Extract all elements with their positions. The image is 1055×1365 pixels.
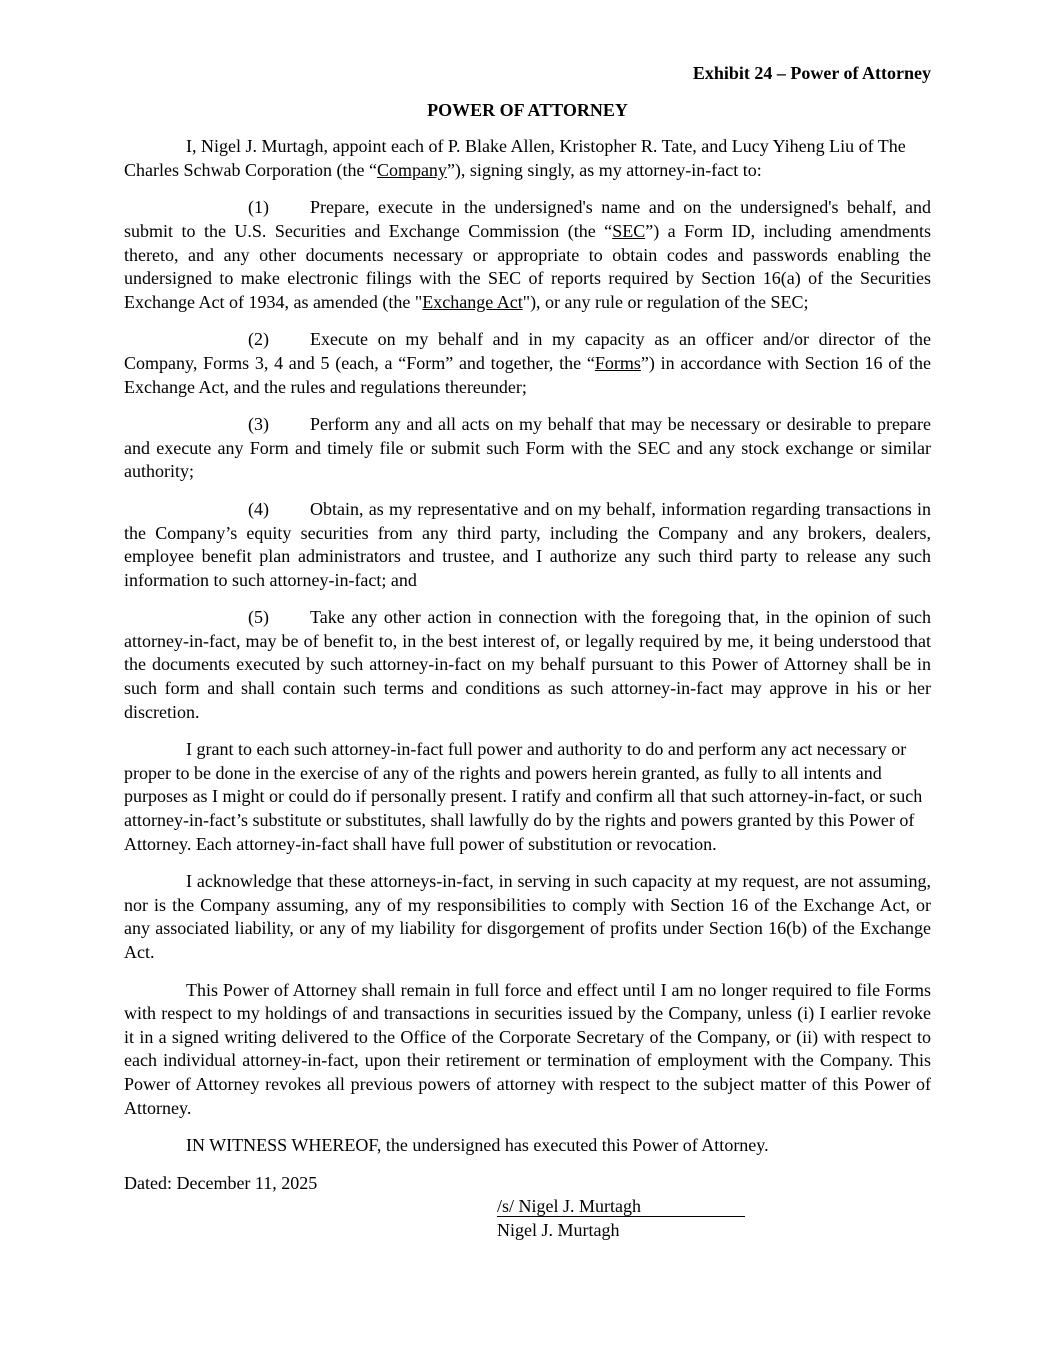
intro-text: I, Nigel J. Murtagh, appoint each of P. Blake Allen, Kristopher R. Tate, and Lucy Yiheng Liu of The Charles Schwab Corporation (the “: [124, 136, 906, 180]
exhibit-label: Exhibit 24 – Power of Attorney: [692, 63, 931, 83]
item-text: Prepare, execute in the undersigned's name and on the undersigned's behalf, and submit to the U.S. Securities and Exchange Commission (the “: [124, 197, 931, 241]
defined-term-forms: Forms: [594, 352, 641, 373]
item-text: "), or any rule or regulation of the SEC;: [522, 291, 809, 312]
item-number: (4): [248, 498, 269, 519]
item-text: ”) in accordance with Section 16 of the Exchange Act, and the rules and regulations thereunder;: [124, 352, 931, 397]
item-5: [124, 606, 931, 724]
item-text: Perform any and all acts on my behalf that may be necessary or desirable to prepare and execute any Form and timely file or submit such Form with the SEC and any stock exchange or similar authority;: [124, 414, 931, 482]
item-2: [124, 328, 931, 399]
signature-block: [497, 1195, 931, 1242]
item-3: [124, 413, 931, 484]
item-number: (5): [248, 607, 269, 628]
item-number: (1): [248, 197, 269, 218]
document-page: [124, 62, 931, 1243]
acknowledge-paragraph: I acknowledge that these attorneys-in-fact, in serving in such capacity at my request, are not assuming, nor is the Company assuming, any of my responsibilities to comply with Section 16 of the Exchange Act, or any associated liability, or any of my liability for disgorgement of profits under Section 16(b) of the Exchange Act.: [124, 871, 931, 962]
item-text: Take any other action in connection with the foregoing that, in the opinion of such attorney-in-fact, may be of benefit to, in the best interest of, or legally required by me, it being understood that the documents executed by such attorney-in-fact on my behalf pursuant to this Power of Attorney shall be in such form and shall contain such terms and conditions as such attorney-in-fact may approve in his or her discretion.: [124, 607, 931, 722]
witness-paragraph: IN WITNESS WHEREOF, the undersigned has executed this Power of Attorney.: [186, 1135, 769, 1156]
intro-paragraph: [124, 135, 931, 182]
item-number: (3): [248, 414, 269, 435]
item-text: Obtain, as my representative and on my behalf, information regarding transactions in the Company’s equity securities from any third party, including the Company and any brokers, dealers, employee benefit plan administrators and trustee, and I authorize any such third party to release any such information to such attorney-in-fact; and: [124, 498, 931, 590]
item-1: [124, 196, 931, 314]
signature-line: /s/ Nigel J. Murtagh: [497, 1197, 745, 1217]
defined-term-company: Company: [376, 159, 447, 180]
term-paragraph: This Power of Attorney shall remain in full force and effect until I am no longer required to file Forms with respect to my holdings of and transactions in securities issued by the Company, unless (i) I earlier revoke it in a signed writing delivered to the Office of the Corporate Secretary of the Company, or (ii) with respect to each individual attorney-in-fact, upon their retirement or termination of employment with the Company. This Power of Attorney revokes all previous powers of attorney with respect to the subject matter of this Power of Attorney.: [124, 979, 931, 1118]
date-line: Dated: December 11, 2025: [124, 1172, 318, 1193]
item-number: (2): [248, 329, 269, 350]
item-4: [124, 498, 931, 592]
item-text: ”) a Form ID, including amendments thereto, and any other documents necessary or appropriate to obtain codes and passwords enabling the undersigned to make electronic filings with the SEC of reports required by Section 16(a) of the Securities Exchange Act of 1934, as amended (the ": [124, 220, 931, 312]
document-title: POWER OF ATTORNEY: [427, 99, 628, 120]
defined-term-exchange-act: Exchange Act: [422, 291, 523, 312]
signer-name: Nigel J. Murtagh: [497, 1219, 620, 1240]
grant-paragraph: I grant to each such attorney-in-fact full power and authority to do and perform any act necessary or proper to be done in the exercise of any of the rights and powers herein granted, as fully to all intents and purposes as I might or could do if personally present. I ratify and confirm all that such attorney-in-fact, or such attorney-in-fact’s substitute or substitutes, shall lawfully do by the rights and powers granted by this Power of Attorney. Each attorney-in-fact shall have full power of substitution or revocation.: [124, 739, 923, 854]
item-text: Execute on my behalf and in my capacity as an officer and/or director of the Company, Forms 3, 4 and 5 (each, a “Form” and together, the “: [124, 329, 931, 373]
intro-text-end: ”), signing singly, as my attorney-in-fact to:: [446, 159, 762, 180]
defined-term-sec: SEC: [612, 220, 646, 241]
